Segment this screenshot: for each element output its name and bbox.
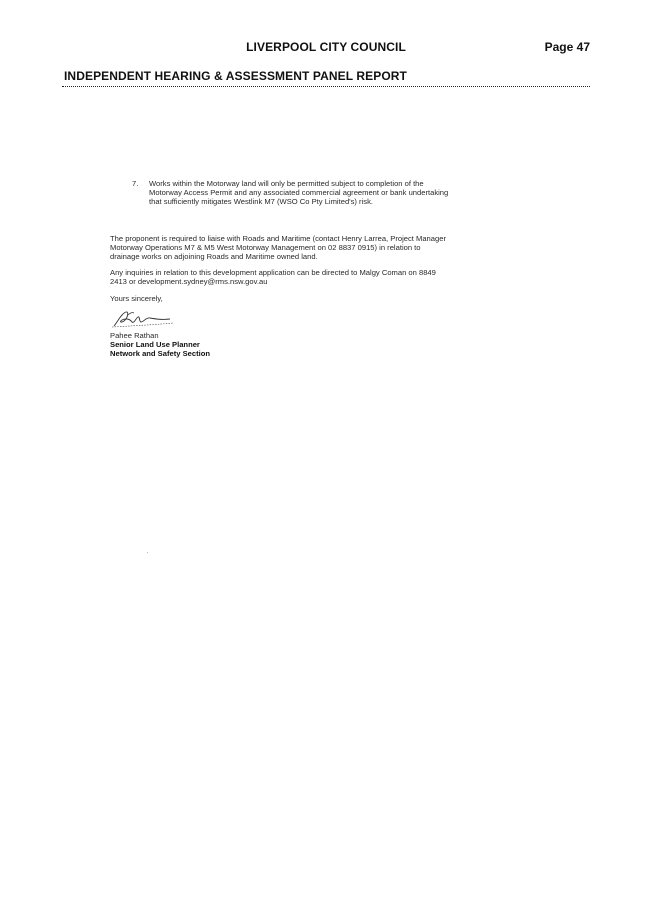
council-header: LIVERPOOL CITY COUNCIL — [246, 40, 406, 54]
scan-speck — [147, 552, 148, 553]
paragraph-line: The proponent is required to liaise with Roads and Maritime (contact Henry Larrea, Project Manager — [110, 233, 446, 243]
list-item — [132, 179, 570, 207]
paragraph-line: 2413 or development.sydney@rms.nsw.gov.au — [110, 277, 268, 287]
signature-image — [110, 309, 180, 329]
signatory-name: Pahee Rathan — [110, 330, 159, 340]
paragraph-liaise — [110, 234, 570, 262]
paragraph-inquiries — [110, 268, 570, 286]
list-item-number: 7. — [132, 179, 139, 188]
list-item-line: Motorway Access Permit and any associated commercial agreement or bank undertaking — [149, 188, 449, 198]
list-item-line: that sufficiently mitigates Westlink M7 (WSO Co Pty Limited's) risk. — [149, 197, 373, 207]
paragraph-line: drainage works on adjoining Roads and Maritime owned land. — [110, 252, 318, 262]
letter-body — [110, 179, 570, 358]
header-rule — [62, 86, 590, 87]
signatory-title: Senior Land Use Planner — [110, 340, 200, 350]
report-title: INDEPENDENT HEARING & ASSESSMENT PANEL REPORT — [64, 69, 407, 83]
paragraph-line: Motorway Operations M7 & M5 West Motorway Management on 02 8837 0915) in relation to — [110, 242, 421, 252]
closing: Yours sincerely, — [110, 293, 163, 303]
signatory-section: Network and Safety Section — [110, 349, 211, 359]
paragraph-line: Any inquiries in relation to this development application can be directed to Malgy Coman on 8849 — [110, 268, 436, 278]
page-number: Page 47 — [544, 40, 590, 54]
list-item-text — [149, 179, 549, 207]
list-item-line: Works within the Motorway land will only be permitted subject to completion of the — [149, 179, 424, 188]
